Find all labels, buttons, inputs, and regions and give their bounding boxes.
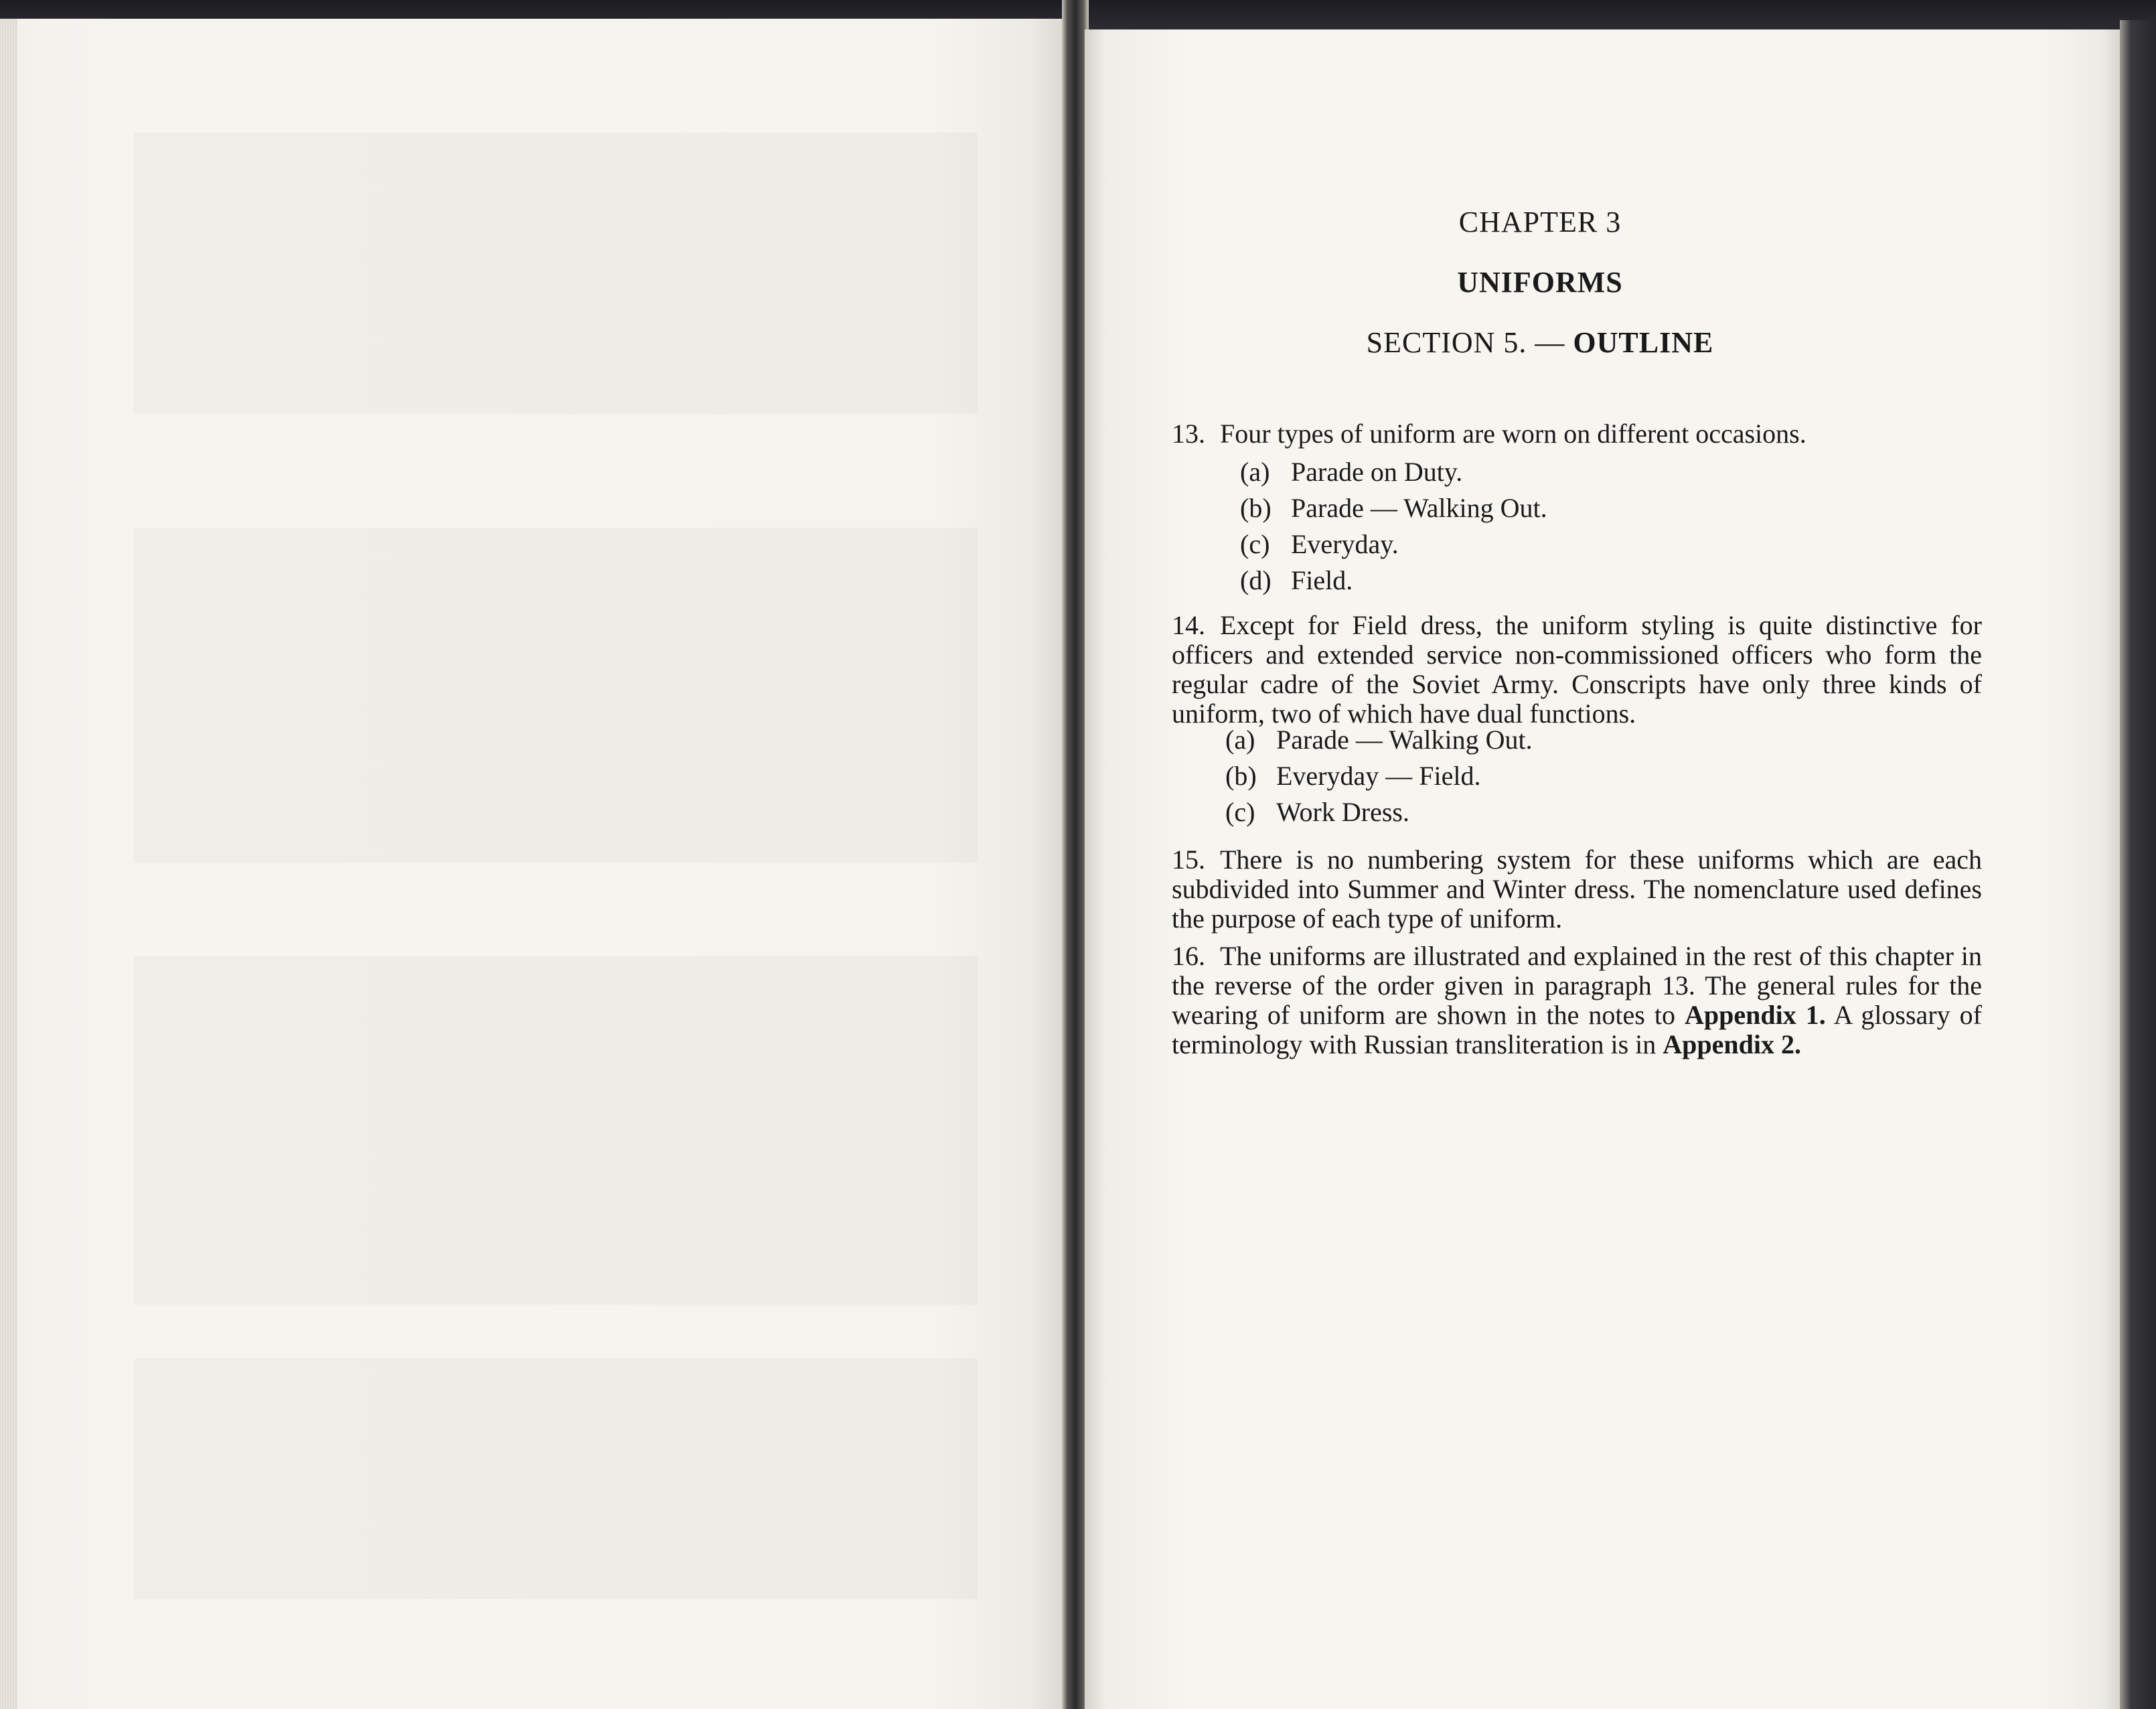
list-item-text: Field.	[1291, 565, 1353, 595]
list-item	[1240, 526, 1547, 563]
paragraph-number: 13.	[1172, 419, 1205, 449]
show-through-text	[134, 133, 978, 414]
list-item-text: Parade on Duty.	[1291, 457, 1463, 487]
paragraph-14	[1172, 611, 1982, 729]
right-page	[1085, 29, 2120, 1709]
show-through-text	[134, 956, 978, 1305]
paragraph-15	[1172, 845, 1982, 934]
appendix-1-reference: Appendix 1.	[1685, 1000, 1826, 1030]
show-through-text	[134, 528, 978, 863]
list-marker: (b)	[1225, 761, 1257, 791]
paragraph-number: 15.	[1172, 844, 1205, 875]
chapter-heading: CHAPTER 3	[1458, 206, 1622, 238]
paragraph-text: A glossary of terminology with Russian transliteration is in	[1172, 1000, 1982, 1059]
list-marker: (d)	[1240, 565, 1272, 595]
paragraph-text: There is no numbering system for these uniforms which are each subdivided into Summer and Winter dress. The nomenclature used defines the purpose of each type of uniform.	[1172, 844, 1982, 934]
section-name: OUTLINE	[1573, 326, 1714, 359]
show-through-text	[134, 1358, 978, 1599]
list-marker: (b)	[1240, 493, 1272, 523]
paragraph-13	[1172, 419, 1982, 449]
list-item-text: Parade — Walking Out.	[1291, 493, 1547, 523]
list-item	[1240, 490, 1547, 526]
book-cover-edge	[2120, 20, 2156, 1709]
list-marker: (c)	[1240, 529, 1270, 559]
list-item	[1240, 563, 1547, 599]
paragraph-16	[1172, 942, 1982, 1059]
paragraph-text: The uniforms are illustrated and explained in the rest of this chapter in the reverse of the order given in paragraph 13. The general rules for the wearing of uniform are shown in the notes to	[1172, 941, 1982, 1030]
paragraph-text: Four types of uniform are worn on different occasions.	[1220, 419, 1806, 449]
list-marker: (c)	[1225, 797, 1255, 827]
list-item-text: Everyday.	[1291, 529, 1399, 559]
list-marker: (a)	[1225, 725, 1255, 755]
list-item-text: Parade — Walking Out.	[1276, 725, 1533, 755]
paragraph-number: 16.	[1172, 941, 1205, 971]
section-heading	[1199, 325, 1881, 360]
paragraph-number: 14.	[1172, 610, 1205, 640]
list-item	[1240, 454, 1547, 490]
list-item	[1225, 722, 1533, 758]
left-page-blank	[0, 19, 1069, 1709]
list-item	[1225, 758, 1533, 794]
page-stack-edge	[0, 19, 17, 1709]
section-prefix: SECTION 5. —	[1366, 326, 1565, 359]
list-marker: (a)	[1240, 457, 1270, 487]
list-item-text: Work Dress.	[1276, 797, 1409, 827]
paragraph-text: Except for Field dress, the uniform styling is quite distinctive for officers and extended service non-commissioned officers who form the regular cadre of the Soviet Army. Conscripts have only three kinds of uniform, two of which have dual functions.	[1172, 610, 1982, 729]
chapter-title: UNIFORMS	[1457, 266, 1623, 299]
list-item-text: Everyday — Field.	[1276, 761, 1481, 791]
list-item	[1225, 794, 1533, 830]
appendix-2-reference: Appendix 2.	[1663, 1029, 1802, 1059]
conscript-uniforms-list	[1225, 722, 1533, 830]
uniform-types-list	[1240, 454, 1547, 599]
